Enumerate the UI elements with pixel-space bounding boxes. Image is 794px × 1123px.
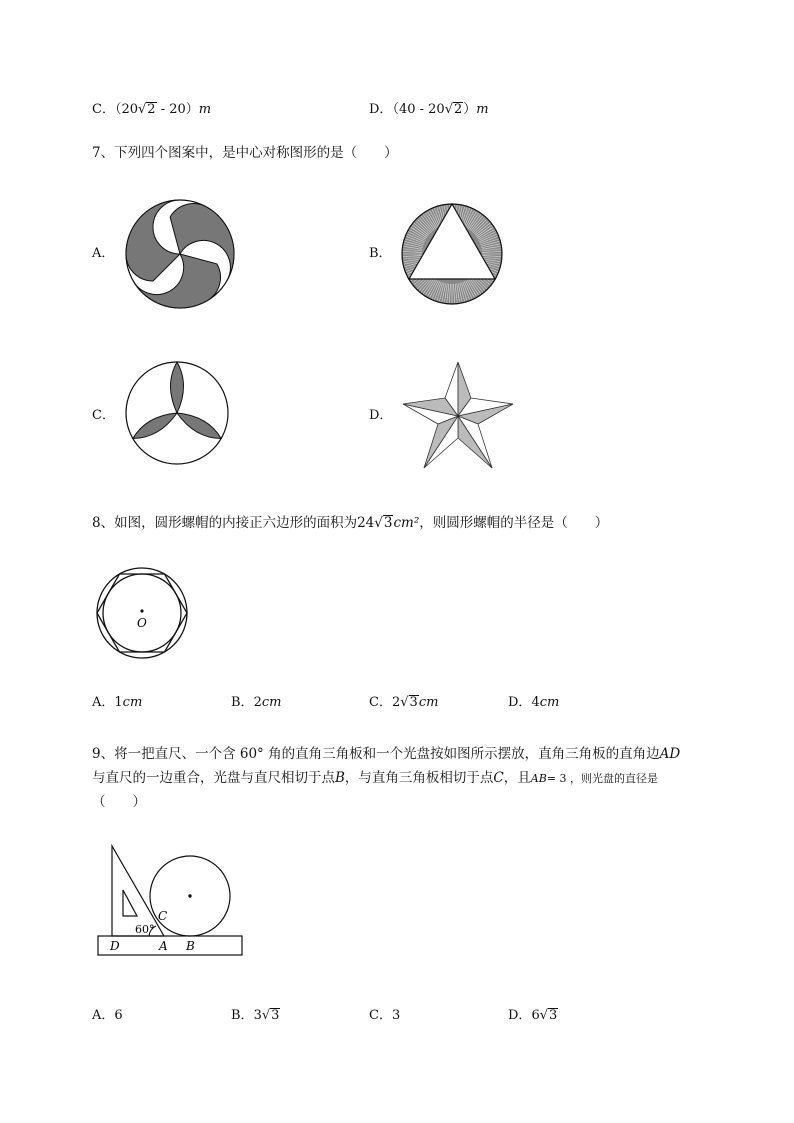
q6-option-d[interactable] <box>369 101 489 119</box>
option-letter: A． <box>92 695 115 710</box>
stem-text: = 3 ，则光盘的直径是 <box>546 772 659 785</box>
option-text: 3 <box>253 1008 262 1023</box>
q9-option-b[interactable] <box>231 1007 280 1025</box>
center-label: O <box>137 616 147 630</box>
label-d: D <box>110 939 120 953</box>
sqrt-symbol: √3 <box>539 1008 558 1023</box>
q8-option-b[interactable] <box>231 694 281 712</box>
option-letter: C． <box>92 102 115 117</box>
option-letter: D． <box>369 102 393 117</box>
label-c: C <box>158 909 168 923</box>
stem-text: ，与直角三角板相切于点 <box>344 770 494 786</box>
q7-figure-d <box>400 360 516 470</box>
option-letter: B． <box>231 695 254 710</box>
q7-figure-c <box>124 360 230 466</box>
sqrt-symbol: √2 <box>444 102 463 117</box>
sqrt-symbol: √3 <box>400 695 418 710</box>
q7-figure-a <box>124 198 236 310</box>
q8-option-a[interactable] <box>92 694 142 712</box>
option-text: - 20） <box>156 102 199 117</box>
option-letter: C． <box>369 695 392 710</box>
radicand: 3 <box>271 1008 280 1023</box>
q9-option-d[interactable] <box>508 1007 558 1025</box>
q7-option-c-letter[interactable]: C． <box>92 408 115 423</box>
q6-option-c[interactable] <box>92 101 211 119</box>
option-letter: B． <box>231 1008 254 1023</box>
unit: cm <box>122 695 143 710</box>
q7-option-d-letter[interactable]: D． <box>369 408 393 423</box>
stem-text: 与直尺的一边重合，光盘与直尺相切于点 <box>92 770 335 786</box>
option-text: 4 <box>531 695 540 710</box>
q8-figure <box>94 565 190 661</box>
option-text: 2 <box>253 695 262 710</box>
radicand: 3 <box>409 695 418 710</box>
option-text: 2 <box>391 695 401 710</box>
stem-variable: AD <box>659 746 681 762</box>
label-angle: 60° <box>135 923 155 936</box>
unit: m <box>198 102 212 117</box>
stem-text: 8、如图，圆形螺帽的内接正六边形的面积为24 <box>92 515 375 531</box>
stem-text: ，则圆形螺帽的半径是（ ） <box>419 515 609 531</box>
q9-stem-line1 <box>92 742 680 766</box>
option-text: 6 <box>114 1008 123 1023</box>
option-letter: A． <box>92 1008 115 1023</box>
unit: cm <box>418 695 439 710</box>
option-text: （40 - 20 <box>392 102 445 117</box>
option-text: ） <box>463 102 477 117</box>
label-a: A <box>159 939 168 953</box>
q9-stem-line2 <box>92 766 658 791</box>
q7-option-a-letter[interactable]: A． <box>92 246 115 261</box>
sqrt-symbol: √3 <box>374 515 393 531</box>
option-text: 6 <box>531 1008 540 1023</box>
radicand: 2 <box>147 102 156 117</box>
unit: cm² <box>393 515 420 531</box>
option-text: 1 <box>114 695 123 710</box>
q8-stem <box>92 511 608 535</box>
stem-variable: AB <box>530 772 547 785</box>
q9-stem-line3: （ ） <box>92 794 146 810</box>
radicand: 2 <box>453 102 463 117</box>
sqrt-symbol: √3 <box>261 1008 280 1023</box>
q9-option-a[interactable] <box>92 1007 123 1025</box>
sqrt-symbol: √2 <box>138 102 156 117</box>
radicand: 3 <box>549 1008 558 1023</box>
q7-figure-b <box>400 202 504 306</box>
q9-figure <box>95 840 245 960</box>
stem-variable: C <box>493 770 504 786</box>
label-b: B <box>186 939 195 953</box>
stem-text: ，且 <box>503 770 531 786</box>
stem-variable: B <box>335 770 345 786</box>
option-text: 3 <box>391 1008 401 1023</box>
unit: m <box>476 102 489 117</box>
q7-stem: 7、下列四个图案中，是中心对称图形的是（ ） <box>92 145 398 161</box>
option-letter: D． <box>508 695 532 710</box>
unit: cm <box>539 695 560 710</box>
unit: cm <box>261 695 282 710</box>
option-letter: D． <box>508 1008 532 1023</box>
q7-option-b-letter[interactable]: B． <box>369 246 392 261</box>
option-letter: C． <box>369 1008 392 1023</box>
stem-text: 9、将一把直尺、一个含 60° 角的直角三角板和一个光盘按如图所示摆放，直角三角板的直角边 <box>92 746 660 762</box>
q9-option-c[interactable] <box>369 1007 400 1025</box>
q8-option-d[interactable] <box>508 694 559 712</box>
q8-option-c[interactable] <box>369 694 438 712</box>
option-text: （20 <box>114 102 138 117</box>
radicand: 3 <box>383 515 393 531</box>
